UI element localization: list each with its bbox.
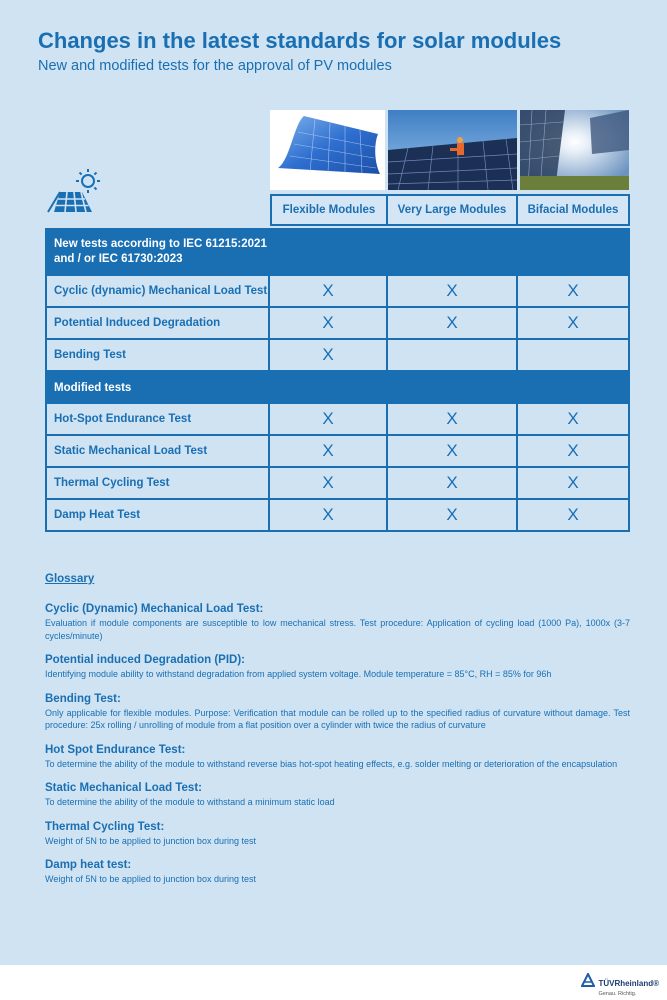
glossary-term: Potential induced Degradation (PID): xyxy=(45,654,245,666)
cell-flexible xyxy=(270,340,388,370)
glossary-term: Bending Test: xyxy=(45,692,121,705)
test-name: Thermal Cycling Test xyxy=(47,468,270,498)
cell-very-large xyxy=(388,276,518,306)
cell-bifacial xyxy=(518,500,628,530)
modified-tests-rows xyxy=(45,404,630,532)
glossary-term: Damp heat test: xyxy=(45,859,132,871)
page-title: Changes in the latest standards for solar modules xyxy=(38,28,562,53)
cell-flexible xyxy=(270,436,388,466)
test-name: Potential Induced Degradation xyxy=(47,308,270,338)
glossary-definition: Only applicable for flexible modules. Purpose: Verification that module can be rolled up to the specified radius of curvature without damage. Test procedure: 25x rolling / unrolling of module from a flat position over a cylinder with twice the radius of curvature xyxy=(45,707,630,730)
section-modified-label: Modified tests xyxy=(54,382,132,394)
glossary xyxy=(45,573,630,898)
x-mark: X xyxy=(322,281,334,300)
footer xyxy=(0,965,667,1000)
x-mark: X xyxy=(446,281,458,300)
x-mark: X xyxy=(446,441,458,460)
test-name: Bending Test xyxy=(47,340,270,370)
table-row xyxy=(47,436,628,468)
glossary-title: Glossary xyxy=(45,573,95,585)
cell-flexible xyxy=(270,276,388,306)
bifacial-modules-photo xyxy=(520,110,629,190)
x-mark: X xyxy=(446,505,458,524)
cell-very-large xyxy=(388,340,518,370)
cell-bifacial xyxy=(518,468,628,498)
column-header-row xyxy=(45,194,630,228)
cell-bifacial xyxy=(518,308,628,338)
cell-flexible xyxy=(270,404,388,434)
column-header-flexible: Flexible Modules xyxy=(270,194,388,226)
cell-very-large xyxy=(388,436,518,466)
section-header-new-tests xyxy=(45,228,630,276)
table-row xyxy=(47,340,628,372)
glossary-definition: Identifying module ability to withstand degradation from applied system voltage. Module temperature = 85°C, RH = 85% for 96h xyxy=(45,669,552,679)
table-row xyxy=(47,276,628,308)
glossary-item xyxy=(45,693,630,732)
very-large-modules-photo xyxy=(388,110,517,190)
flexible-module-photo xyxy=(270,110,385,190)
test-name: Cyclic (dynamic) Mechanical Load Test xyxy=(47,276,270,306)
x-mark: X xyxy=(446,409,458,428)
glossary-item xyxy=(45,782,630,809)
glossary-list xyxy=(45,603,630,886)
x-mark: X xyxy=(322,441,334,460)
tuv-triangle-icon xyxy=(581,973,595,987)
x-mark: X xyxy=(446,473,458,492)
x-mark: X xyxy=(567,281,579,300)
glossary-definition: To determine the ability of the module to withstand reverse bias hot-spot heating effects, e.g. solder melting or deterioration of the encapsulation xyxy=(45,758,618,769)
glossary-item xyxy=(45,744,630,771)
x-mark: X xyxy=(322,345,334,364)
column-header-very-large: Very Large Modules xyxy=(386,194,518,226)
tuv-brand: TÜVRheinland® xyxy=(598,979,659,988)
table-row xyxy=(47,500,628,532)
section-new-line2: and / or IEC 61730:2023 xyxy=(54,253,183,265)
cell-bifacial xyxy=(518,276,628,306)
glossary-item xyxy=(45,859,630,886)
glossary-term: Thermal Cycling Test: xyxy=(45,820,165,833)
glossary-definition: To determine the ability of the module to withstand a minimum static load xyxy=(45,797,335,807)
cell-flexible xyxy=(270,500,388,530)
cell-flexible xyxy=(270,468,388,498)
cell-very-large xyxy=(388,308,518,338)
table-row xyxy=(47,308,628,340)
x-mark: X xyxy=(322,409,334,428)
glossary-term: Cyclic (Dynamic) Mechanical Load Test: xyxy=(45,603,264,615)
cell-very-large xyxy=(388,404,518,434)
glossary-item xyxy=(45,821,630,848)
column-header-bifacial: Bifacial Modules xyxy=(516,194,630,226)
test-name: Damp Heat Test xyxy=(47,500,270,530)
test-name: Static Mechanical Load Test xyxy=(47,436,270,466)
table-row xyxy=(47,404,628,436)
x-mark: X xyxy=(567,473,579,492)
x-mark: X xyxy=(446,313,458,332)
x-mark: X xyxy=(567,441,579,460)
cell-flexible xyxy=(270,308,388,338)
x-mark: X xyxy=(567,409,579,428)
x-mark: X xyxy=(567,505,579,524)
glossary-term: Hot Spot Endurance Test: xyxy=(45,743,186,756)
section-new-line1: New tests according to IEC 61215:2021 xyxy=(54,238,267,250)
table-row xyxy=(47,468,628,500)
glossary-item xyxy=(45,603,630,642)
cell-bifacial xyxy=(518,436,628,466)
x-mark: X xyxy=(567,313,579,332)
cell-bifacial xyxy=(518,340,628,370)
glossary-definition: Weight of 5N to be applied to junction box during test xyxy=(45,835,256,846)
x-mark: X xyxy=(322,313,334,332)
cell-very-large xyxy=(388,468,518,498)
tuv-logo xyxy=(581,973,659,997)
new-tests-rows xyxy=(45,276,630,372)
x-mark: X xyxy=(322,505,334,524)
glossary-definition: Evaluation if module components are susceptible to low mechanical stress. Test procedure: Application of cycling load (1000 Pa), 1000x (3-7 cycles/minute) xyxy=(45,618,630,641)
page-subtitle: New and modified tests for the approval of PV modules xyxy=(38,58,392,74)
x-mark: X xyxy=(322,473,334,492)
section-header-modified-tests xyxy=(45,372,630,404)
cell-bifacial xyxy=(518,404,628,434)
test-matrix-table xyxy=(45,194,630,532)
glossary-definition: Weight of 5N to be applied to junction box during test xyxy=(45,874,256,884)
tuv-tagline: Genau. Richtig. xyxy=(598,991,637,997)
cell-very-large xyxy=(388,500,518,530)
test-name: Hot-Spot Endurance Test xyxy=(47,404,270,434)
glossary-item xyxy=(45,654,630,681)
glossary-term: Static Mechanical Load Test: xyxy=(45,782,202,794)
